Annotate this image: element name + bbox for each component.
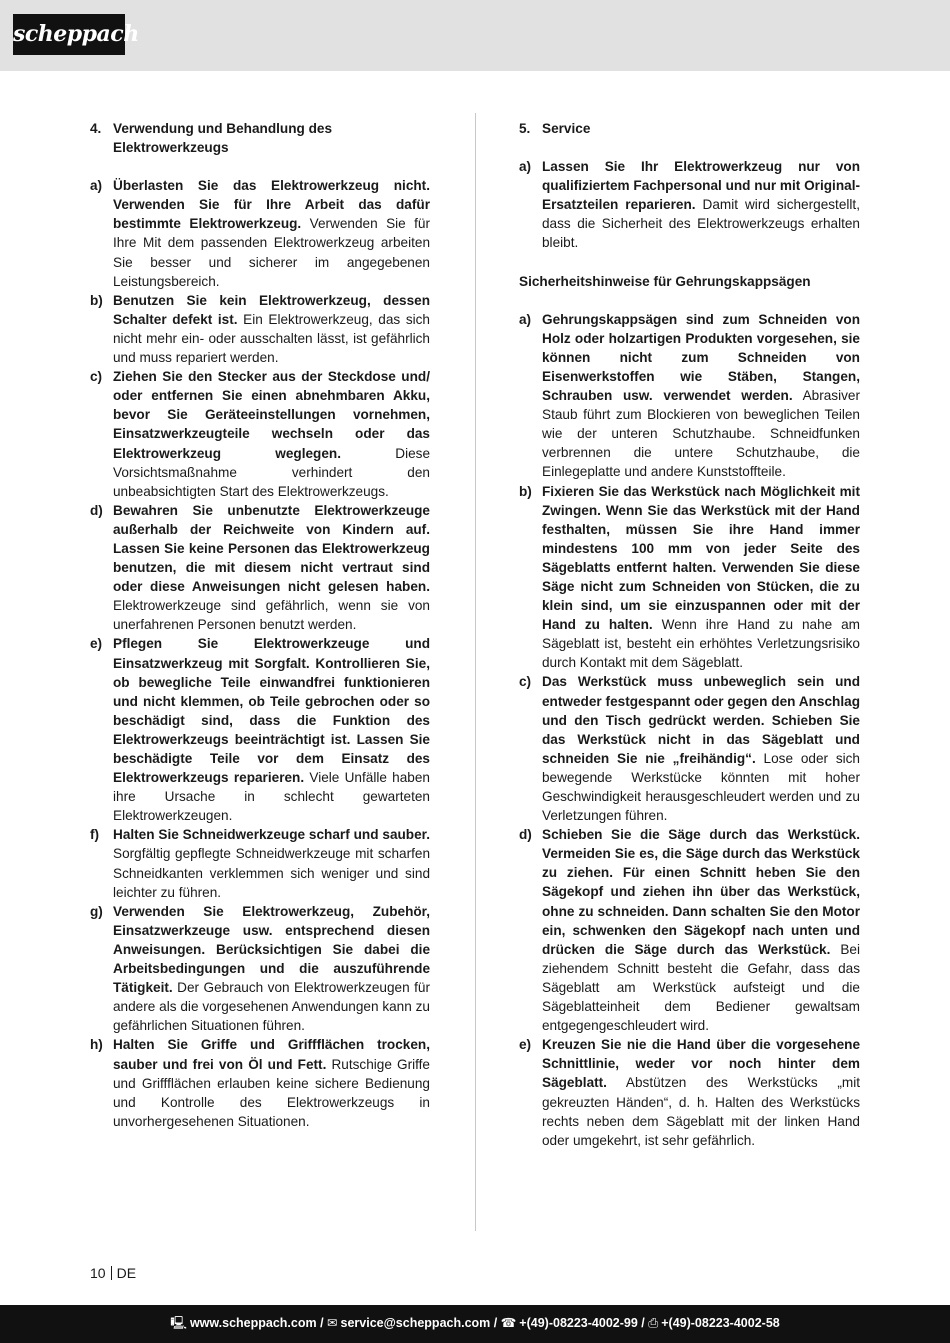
item-body-text: Wenn ihre Hand zu nahe am Sägeblatt ist, besteht ein erhöhtes Verletzungsrisiko durch Kontakt mit dem Sägeblatt. — [542, 617, 861, 671]
footer-fax: +(49)-08223-4002-58 — [661, 1316, 780, 1330]
item-label: e) — [519, 1037, 532, 1053]
item-text — [113, 291, 430, 367]
list-item — [519, 482, 860, 673]
footer-email-link[interactable]: service@scheppach.com / — [340, 1316, 498, 1330]
list-item — [90, 176, 430, 291]
phone-icon: ☎ — [500, 1316, 517, 1330]
item-label: e) — [90, 636, 103, 652]
right-column — [519, 119, 860, 1150]
section-heading — [519, 119, 860, 138]
item-text — [113, 501, 430, 635]
item-label: c) — [90, 369, 103, 385]
item-body-text: Damit wird sichergestellt, dass die Sicherheit des Elektrowerkzeugs erhalten bleibt. — [542, 197, 860, 251]
item-body-text: Rutschige Griffe und Griffflächen erlauben keine sichere Bedienung und Kontrolle des Elektrowerkzeugs in unvorhergesehenen Situationen. — [113, 1056, 430, 1129]
item-label: h) — [90, 1037, 103, 1053]
item-bold-text: Überlasten Sie das Elektrowerkzeug nicht. Verwenden Sie für Ihre Arbeit das dafür bestimmte Elektrowerkzeug. — [113, 178, 430, 232]
list-item — [90, 825, 430, 901]
section-title: Verwendung und Behandlung des Elektrowerkzeugs — [113, 121, 333, 156]
item-bold-text: Pflegen Sie Elektrowerkzeuge und Einsatzwerkzeug mit Sorgfalt. Kontrollieren Sie, ob bewegliche Teile einwandfrei funktionieren und nicht klemmen, ob Teile gebrochen oder so beschädigt sind, dass die Funktion des Elektrowerkzeugs beeinträchtigt ist. Lassen Sie beschädigte Teile vor dem Einsatz des Elektrowerkzeugs reparieren. — [113, 636, 430, 786]
computer-icon: 🖳 — [170, 1316, 187, 1330]
item-body-text: Lose oder sich bewegende Werkstücke könnten mit hoher Geschwindigkeit herausgeschleudert werden und zu Verletzungen führen. — [542, 750, 860, 824]
left-column — [90, 119, 430, 1131]
subsection-heading: Sicherheitshinweise für Gehrungskappsägen — [519, 273, 811, 289]
item-label: d) — [90, 502, 103, 518]
item-bold-text: Das Werkstück muss unbeweglich sein und entweder festgespannt oder gegen den Anschlag und den Tisch gedrückt werden. Schieben Sie das Werkstück nicht in das Sägeblatt und schneiden Sie nie „freihändig“. — [542, 674, 860, 766]
item-text — [113, 176, 430, 291]
page-number-value: 10 — [90, 1265, 106, 1281]
page-number — [90, 1265, 136, 1281]
right-item-list — [519, 310, 860, 1150]
list-item — [519, 310, 860, 482]
column-divider — [475, 113, 476, 1231]
list-item — [90, 291, 430, 367]
item-text — [113, 367, 430, 501]
left-item-list — [90, 176, 430, 1131]
item-text — [113, 634, 430, 825]
list-item — [90, 501, 430, 635]
item-body-text: Elektrowerkzeuge sind gefährlich, wenn sie von unerfahrenen Personen benutzt werden. — [113, 598, 430, 633]
item-label: b) — [90, 292, 103, 308]
item-text — [542, 310, 860, 482]
item-bold-text: Halten Sie Griffe und Griffflächen trocken, sauber und frei von Öl und Fett. — [113, 1037, 430, 1072]
scheppach-logo: scheppach — [13, 14, 125, 55]
item-body-text: Sorgfältig gepflegte Schneidwerkzeuge mit scharfen Schneidkanten verklemmen sich weniger und sind leichter zu führen. — [113, 846, 430, 900]
page-language: DE — [116, 1265, 137, 1281]
section-number: 4. — [90, 121, 102, 136]
item-bold-text: Kreuzen Sie nie die Hand über die vorgesehene Schnittlinie, weder vor noch hinter dem Sägeblatt. — [542, 1037, 860, 1091]
item-text — [542, 825, 860, 1035]
item-text — [113, 1035, 430, 1130]
item-body-text: Bei ziehendem Schnitt besteht die Gefahr, dass das Sägeblatt am Werkstück aufsteigt und die Sägeblatteinheit dem Bediener gewaltsam entgegengeschleudert wird. — [542, 941, 860, 1034]
item-label: a) — [519, 159, 532, 175]
list-item — [519, 157, 860, 252]
list-item — [90, 367, 430, 501]
item-body-text: Diese Vorsichtsmaßnahme verhindert den unbeabsichtigten Start des Elektrowerkzeugs. — [113, 445, 430, 499]
list-item — [519, 1035, 860, 1150]
item-label: b) — [519, 483, 532, 499]
section-number: 5. — [519, 121, 531, 136]
item-label: a) — [519, 311, 532, 327]
footer-phone: +(49)-08223-4002-99 / — [519, 1316, 645, 1330]
item-text — [542, 482, 860, 673]
page-separator — [111, 1266, 112, 1280]
item-label: g) — [90, 903, 103, 919]
item-bold-text: Lassen Sie Ihr Elektrowerkzeug nur von qualifiziertem Fachpersonal und nur mit Original-Ersatzteilen reparieren. — [542, 159, 860, 213]
section-title: Service — [542, 121, 591, 136]
section-heading — [90, 119, 430, 157]
item-bold-text: Verwenden Sie Elektrowerkzeug, Zubehör, Einsatzwerkzeuge usw. entsprechend diesen Anweisungen. Berücksichtigen Sie dabei die Arbeitsbedingungen und die auszuführende Tätigkeit. — [113, 903, 430, 996]
item-body-text: Viele Unfälle haben ihre Ursache in schlecht gewarteten Elektrowerkzeugen. — [113, 770, 430, 824]
item-text — [113, 902, 430, 1036]
item-body-text: Abrasiver Staub führt zum Blockieren von beweglichen Teilen wie der unteren Schutzhaube. Schneidfunken verbrennen die untere Schutzhaube, die Einlegeplatte und andere Kunststoffteile. — [542, 388, 860, 480]
footer-contact-line — [0, 1315, 950, 1331]
item-label: f) — [90, 827, 100, 843]
item-text — [542, 157, 860, 252]
list-item — [90, 1035, 430, 1130]
item-text — [542, 672, 860, 825]
list-item — [519, 672, 860, 825]
mail-icon: ✉ — [327, 1316, 338, 1330]
service-item-list — [519, 157, 860, 252]
item-label: c) — [519, 674, 532, 690]
item-bold-text: Gehrungskappsägen sind zum Schneiden von Holz oder holzartigen Produkten vorgesehen, sie können nicht zum Schneiden von Eisenwerkstoffen wie Stäben, Stangen, Schrauben usw. verwendet werden. — [542, 311, 860, 404]
list-item — [90, 902, 430, 1036]
fax-icon: ⎙ — [648, 1316, 659, 1330]
list-item — [519, 825, 860, 1035]
item-body-text: Abstützen des Werkstücks „mit gekreuzten Händen“, d. h. Halten des Werkstücks rechts neben dem Sägeblatt mit der linken Hand oder umgekehrt, ist sehr gefährlich. — [542, 1075, 860, 1148]
item-label: d) — [519, 827, 532, 843]
header-band — [0, 0, 950, 71]
item-body-text: Ein Elektrowerkzeug, das sich nicht mehr ein- oder ausschalten lässt, ist gefährlich und muss repariert werden. — [113, 311, 430, 366]
item-bold-text: Fixieren Sie das Werkstück nach Möglichkeit mit Zwingen. Wenn Sie das Werkstück mit der Hand festhalten, müssen Sie ihre Hand immer mindestens 100 mm von jeder Seite des Sägeblatts entfernt halten. Verwenden Sie diese Säge nicht zum Schneiden von Stücken, die zu klein sind, um sie einzuspannen oder mit der Hand zu halten. — [542, 483, 860, 633]
item-label: a) — [90, 178, 103, 194]
item-bold-text: Benutzen Sie kein Elektrowerkzeug, dessen Schalter defekt ist. — [113, 292, 430, 327]
item-bold-text: Schieben Sie die Säge durch das Werkstück. Vermeiden Sie es, die Säge durch das Werkstück zu ziehen. Für einen Schnitt heben Sie den Sägekopf und ziehen ihn über das Werkstück, ohne zu schneiden. Dann schalten Sie den Motor ein, schwenken den Sägekopf nach unten und drücken die Säge durch das Werkstück. — [542, 827, 860, 957]
item-body-text: Verwenden Sie für Ihre Mit dem passenden Elektrowerkzeug arbeiten Sie besser und sicherer im angegebenen Leistungsbereich. — [113, 216, 430, 289]
list-item — [90, 634, 430, 825]
item-bold-text: Bewahren Sie unbenutzte Elektrowerkzeuge außerhalb der Reichweite von Kindern auf. Lassen Sie keine Personen das Elektrowerkzeug benutzen, die mit diesem nicht vertraut sind oder diese Anweisungen nicht gelesen haben. — [113, 502, 430, 595]
item-text — [113, 825, 430, 901]
footer-website-link[interactable]: www.scheppach.com / — [189, 1316, 324, 1330]
item-body-text: Der Gebrauch von Elektrowerkzeugen für andere als die vorgesehenen Anwendungen kann zu gefährlichen Situationen führen. — [113, 980, 430, 1034]
item-bold-text: Ziehen Sie den Stecker aus der Steckdose und/ oder entfernen Sie einen abnehmbaren Akku, bevor Sie Geräteeinstellungen vornehmen, Einsatzwerkzeugteile wechseln oder das Elektrowerkzeug weglegen. — [113, 369, 430, 461]
item-text — [542, 1035, 860, 1150]
item-bold-text: Halten Sie Schneidwerkzeuge scharf und sauber. — [113, 827, 430, 843]
